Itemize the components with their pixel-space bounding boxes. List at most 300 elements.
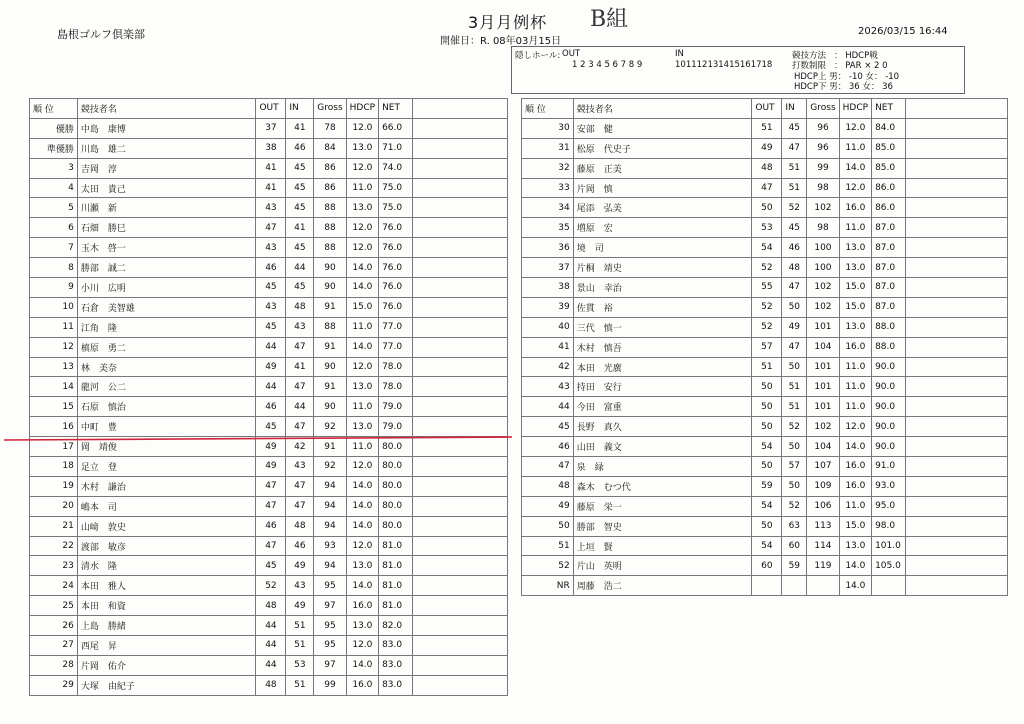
cell-hdcp: 13.0 [839, 238, 871, 258]
cell-gross: 95 [314, 576, 346, 596]
cell-out: 41 [256, 158, 286, 178]
col-rank-header: 順 位 [30, 99, 78, 119]
cell-hdcp: 15.0 [346, 297, 378, 317]
cell-out: 51 [752, 357, 782, 377]
cell-rank: 26 [30, 616, 78, 636]
cell-name: 藤原 栄一 [573, 496, 752, 516]
cell-gross: 95 [314, 636, 346, 656]
cell-rank: 52 [522, 556, 574, 576]
cell-in: 49 [286, 556, 314, 576]
cell-gross: 100 [807, 238, 839, 258]
cell-rank: 5 [30, 198, 78, 218]
cell-in: 63 [782, 516, 807, 536]
cell-name: 境 司 [573, 238, 752, 258]
cell-net: 76.0 [379, 238, 413, 258]
cell-net: 76.0 [379, 258, 413, 278]
cell-out: 52 [256, 576, 286, 596]
cell-in: 48 [286, 516, 314, 536]
cell-name: 安部 健 [573, 118, 752, 138]
cell-name: 渡部 敏彦 [77, 536, 256, 556]
cell-gross: 109 [807, 476, 839, 496]
cell-net: 71.0 [379, 138, 413, 158]
cell-out: 47 [256, 496, 286, 516]
cell-name: 玉木 啓一 [77, 238, 256, 258]
cell-rank: 38 [522, 278, 574, 298]
cell-out: 50 [752, 457, 782, 477]
limit-value: ： PAR × 2 0 [834, 61, 888, 71]
cell-in: 47 [286, 476, 314, 496]
cell-out: 54 [752, 496, 782, 516]
col-in-header: IN [782, 99, 807, 119]
cell-in: 60 [782, 536, 807, 556]
cell-name: 吉岡 淳 [77, 158, 256, 178]
cell-hdcp: 14.0 [346, 278, 378, 298]
cell-gross: 113 [807, 516, 839, 536]
cell-out: 50 [752, 198, 782, 218]
cell-out: 57 [752, 337, 782, 357]
cell-in: 45 [286, 198, 314, 218]
cell-out: 54 [752, 437, 782, 457]
cell-hdcp: 13.0 [346, 556, 378, 576]
cell-net: 87.0 [872, 238, 906, 258]
cell-gross: 92 [314, 417, 346, 437]
cell-out: 44 [256, 616, 286, 636]
cell-net: 76.0 [379, 297, 413, 317]
cell-name: 大塚 由紀子 [77, 675, 256, 695]
col-in-header: IN [286, 99, 314, 119]
cell-out: 43 [256, 297, 286, 317]
cell-out: 54 [752, 536, 782, 556]
cell-name: 持田 安行 [573, 377, 752, 397]
cell-gross: 88 [314, 218, 346, 238]
cell-gross: 97 [314, 596, 346, 616]
cell-hdcp: 14.0 [839, 576, 871, 596]
cell-name: 川瀬 新 [77, 198, 256, 218]
cell-rank: 9 [30, 278, 78, 298]
cell-in: 50 [782, 297, 807, 317]
cell-in: 51 [782, 178, 807, 198]
cell-out: 60 [752, 556, 782, 576]
cell-net: 83.0 [379, 675, 413, 695]
cell-out: 48 [256, 675, 286, 695]
cell-name: 川島 雄二 [77, 138, 256, 158]
cell-hdcp: 11.0 [346, 178, 378, 198]
cell-net: 77.0 [379, 317, 413, 337]
cell-net: 81.0 [379, 536, 413, 556]
cell-in: 51 [782, 377, 807, 397]
cell-out: 45 [256, 417, 286, 437]
cell-net: 87.0 [872, 278, 906, 298]
cell-name: 森木 むつ代 [573, 476, 752, 496]
cell-net: 90.0 [872, 437, 906, 457]
hdcp-lower: HDCP下 男： 36 女： 36 [794, 82, 893, 92]
limit-label: 打数制限 [792, 61, 827, 71]
cell-gross: 90 [314, 357, 346, 377]
cell-in: 45 [286, 278, 314, 298]
cell-hdcp: 11.0 [346, 317, 378, 337]
col-out-header: OUT [752, 99, 782, 119]
cell-in: 51 [782, 397, 807, 417]
cell-out: 41 [256, 178, 286, 198]
cell-rank: 34 [522, 198, 574, 218]
cell-in: 48 [782, 258, 807, 278]
hdcp-upper: HDCP上 男： -10 女： -10 [794, 72, 900, 82]
cell-gross: 114 [807, 536, 839, 556]
cell-rank: 12 [30, 337, 78, 357]
cell-out: 46 [256, 397, 286, 417]
cell-net: 101.0 [872, 536, 906, 556]
cell-gross: 101 [807, 357, 839, 377]
cell-net: 87.0 [872, 297, 906, 317]
cell-rank: 35 [522, 218, 574, 238]
cell-in: 45 [286, 158, 314, 178]
cell-rank: 15 [30, 397, 78, 417]
cell-rank: 47 [522, 457, 574, 477]
cell-net: 79.0 [379, 417, 413, 437]
cell-hdcp: 13.0 [346, 417, 378, 437]
cell-hdcp: 16.0 [346, 675, 378, 695]
cell-in: 48 [286, 297, 314, 317]
cell-hdcp: 16.0 [839, 337, 871, 357]
cell-hdcp: 11.0 [839, 496, 871, 516]
cell-hdcp: 11.0 [839, 357, 871, 377]
cell-rank: 43 [522, 377, 574, 397]
cell-net: 91.0 [872, 457, 906, 477]
cell-name: 尾添 弘美 [573, 198, 752, 218]
cell-gross: 78 [314, 118, 346, 138]
cell-hdcp: 12.0 [346, 457, 378, 477]
cell-out: 59 [752, 476, 782, 496]
cell-net: 80.0 [379, 457, 413, 477]
cell-gross: 94 [314, 556, 346, 576]
cell-in: 41 [286, 118, 314, 138]
cell-net: 81.0 [379, 556, 413, 576]
cell-hdcp: 13.0 [839, 536, 871, 556]
held-date: 開催日：R. 08年03月15日 [440, 36, 562, 47]
col-name-header: 競技者名 [77, 99, 256, 119]
cell-in: 41 [286, 218, 314, 238]
cell-rank: 16 [30, 417, 78, 437]
cell-rank: 36 [522, 238, 574, 258]
cell-net: 77.0 [379, 337, 413, 357]
cell-in: 52 [782, 198, 807, 218]
cell-name: 石畑 勝巳 [77, 218, 256, 238]
cell-net: 88.0 [872, 337, 906, 357]
cell-in: 47 [286, 417, 314, 437]
cell-out: 44 [256, 636, 286, 656]
cell-net: 75.0 [379, 178, 413, 198]
cell-in: 51 [286, 675, 314, 695]
cell-out: 46 [256, 258, 286, 278]
cell-out: 38 [256, 138, 286, 158]
cell-hdcp: 14.0 [839, 437, 871, 457]
cell-name: 太田 貴己 [77, 178, 256, 198]
cell-net: 83.0 [379, 655, 413, 675]
cell-hdcp: 15.0 [839, 297, 871, 317]
cell-hdcp: 14.0 [346, 576, 378, 596]
cell-hdcp: 16.0 [839, 198, 871, 218]
cell-in: 43 [286, 457, 314, 477]
cell-in: 42 [286, 437, 314, 457]
cell-out: 55 [752, 278, 782, 298]
cell-out: 53 [752, 218, 782, 238]
cell-out: 52 [752, 258, 782, 278]
cell-net: 75.0 [379, 198, 413, 218]
cell-hdcp: 12.0 [346, 218, 378, 238]
cell-in: 45 [782, 118, 807, 138]
cell-in: 50 [782, 357, 807, 377]
cell-in: 52 [782, 496, 807, 516]
cell-out: 45 [256, 317, 286, 337]
col-gross-header: Gross [807, 99, 839, 119]
cell-name: 藤原 正美 [573, 158, 752, 178]
cell-name: 中町 豊 [77, 417, 256, 437]
cell-gross: 104 [807, 437, 839, 457]
cell-net: 80.0 [379, 476, 413, 496]
cell-hdcp: 13.0 [346, 198, 378, 218]
cell-net: 90.0 [872, 397, 906, 417]
cell-hdcp: 12.0 [346, 357, 378, 377]
cell-rank: 25 [30, 596, 78, 616]
col-name-header: 競技者名 [573, 99, 752, 119]
cell-rank: 45 [522, 417, 574, 437]
cell-out: 46 [256, 516, 286, 536]
method-label: 競技方法 [792, 51, 827, 61]
cell-in: 45 [286, 178, 314, 198]
cell-hdcp: 14.0 [839, 556, 871, 576]
cell-gross: 99 [807, 158, 839, 178]
cell-gross: 91 [314, 297, 346, 317]
cell-in: 43 [286, 317, 314, 337]
cell-name: 泉 緑 [573, 457, 752, 477]
cell-name: 上垣 賢 [573, 536, 752, 556]
cell-out: 49 [752, 138, 782, 158]
cell-net: 80.0 [379, 516, 413, 536]
cell-in: 47 [782, 278, 807, 298]
cell-net: 66.0 [379, 118, 413, 138]
cell-hdcp: 16.0 [839, 457, 871, 477]
cell-name: 上島 勝緒 [77, 616, 256, 636]
cell-gross: 94 [314, 496, 346, 516]
cell-name: 片山 英明 [573, 556, 752, 576]
cell-in: 47 [782, 337, 807, 357]
cell-out: 50 [752, 516, 782, 536]
cell-net: 78.0 [379, 357, 413, 377]
col-net-header: NET [379, 99, 413, 119]
cell-gross: 98 [807, 218, 839, 238]
out-holes: 1 2 3 4 5 6 7 8 9 [572, 60, 643, 70]
cell-name: 西尾 昇 [77, 636, 256, 656]
cell-hdcp: 12.0 [839, 178, 871, 198]
cell-rank: 24 [30, 576, 78, 596]
cell-in: 51 [286, 616, 314, 636]
cell-in: 51 [286, 636, 314, 656]
cell-net: 81.0 [379, 596, 413, 616]
cell-name: 石倉 美智雄 [77, 297, 256, 317]
cell-out: 43 [256, 238, 286, 258]
cell-out: 50 [752, 397, 782, 417]
cell-rank: 14 [30, 377, 78, 397]
cell-net: 105.0 [872, 556, 906, 576]
cell-hdcp: 16.0 [839, 476, 871, 496]
cell-hdcp: 12.0 [346, 636, 378, 656]
cell-hdcp: 16.0 [346, 596, 378, 616]
cell-gross: 90 [314, 258, 346, 278]
cell-hdcp: 14.0 [346, 337, 378, 357]
cell-net: 78.0 [379, 377, 413, 397]
cell-in: 47 [286, 377, 314, 397]
cell-rank: 21 [30, 516, 78, 536]
col-hdcp-header: HDCP [839, 99, 871, 119]
cell-rank: 29 [30, 675, 78, 695]
cell-net: 90.0 [872, 357, 906, 377]
cell-rank: 27 [30, 636, 78, 656]
cell-net: 98.0 [872, 516, 906, 536]
cell-in: 59 [782, 556, 807, 576]
cell-gross: 84 [314, 138, 346, 158]
cell-hdcp: 11.0 [839, 397, 871, 417]
cell-out: 52 [752, 297, 782, 317]
cell-name: 片桐 靖史 [573, 258, 752, 278]
cell-net: 86.0 [872, 178, 906, 198]
cell-rank: 49 [522, 496, 574, 516]
cell-gross: 95 [314, 616, 346, 636]
cell-in: 50 [782, 476, 807, 496]
cell-hdcp: 13.0 [346, 138, 378, 158]
cell-gross: 98 [807, 178, 839, 198]
cell-hdcp: 14.0 [346, 258, 378, 278]
cell-rank: 13 [30, 357, 78, 377]
cell-hdcp: 15.0 [839, 516, 871, 536]
cell-name: 今田 富重 [573, 397, 752, 417]
cell-hdcp: 12.0 [839, 417, 871, 437]
cell-rank: 48 [522, 476, 574, 496]
cell-rank: 51 [522, 536, 574, 556]
cell-net: 90.0 [872, 417, 906, 437]
cell-out: 49 [256, 437, 286, 457]
cell-gross: 91 [314, 337, 346, 357]
cell-out: 45 [256, 556, 286, 576]
cell-net: 85.0 [872, 158, 906, 178]
col-hdcp-header: HDCP [346, 99, 378, 119]
cell-name: 本田 光廣 [573, 357, 752, 377]
cell-net: 76.0 [379, 218, 413, 238]
cell-net: 81.0 [379, 576, 413, 596]
cell-hdcp: 12.0 [839, 118, 871, 138]
cell-out: 48 [752, 158, 782, 178]
cell-out: 50 [752, 377, 782, 397]
cell-out: 44 [256, 377, 286, 397]
cell-out: 37 [256, 118, 286, 138]
cell-hdcp: 13.0 [839, 258, 871, 278]
cell-out: 43 [256, 198, 286, 218]
printed-timestamp: 2026/03/15 16:44 [858, 26, 948, 37]
cell-rank: 3 [30, 158, 78, 178]
cell-name: 嶋本 司 [77, 496, 256, 516]
cell-gross: 101 [807, 317, 839, 337]
cell-name: 佐貫 裕 [573, 297, 752, 317]
cell-in: 49 [286, 596, 314, 616]
cell-rank: 37 [522, 258, 574, 278]
cell-in: 46 [286, 138, 314, 158]
cell-hdcp: 13.0 [839, 317, 871, 337]
cell-net: 82.0 [379, 616, 413, 636]
cell-net: 87.0 [872, 218, 906, 238]
cell-rank: 4 [30, 178, 78, 198]
cell-gross: 88 [314, 317, 346, 337]
cell-rank: 44 [522, 397, 574, 417]
cell-hdcp: 12.0 [346, 536, 378, 556]
cell-net: 87.0 [872, 258, 906, 278]
cell-gross: 86 [314, 158, 346, 178]
cell-gross: 100 [807, 258, 839, 278]
cell-out: 54 [752, 238, 782, 258]
cell-name: 木村 謙治 [77, 476, 256, 496]
cell-name: 勝部 智史 [573, 516, 752, 536]
cell-net: 74.0 [379, 158, 413, 178]
cell-rank: 7 [30, 238, 78, 258]
cell-rank: 19 [30, 476, 78, 496]
cell-name: 三代 慎一 [573, 317, 752, 337]
cell-name: 石原 慎治 [77, 397, 256, 417]
handwritten-group-note: B組 [590, 7, 629, 32]
cell-name: 片岡 佑介 [77, 655, 256, 675]
cell-name: 林 美奈 [77, 357, 256, 377]
cell-gross: 119 [807, 556, 839, 576]
cell-name: 槙原 勇二 [77, 337, 256, 357]
cell-hdcp: 11.0 [839, 377, 871, 397]
cell-gross: 96 [807, 118, 839, 138]
cell-rank: 17 [30, 437, 78, 457]
cell-gross: 88 [314, 198, 346, 218]
cell-hdcp: 14.0 [346, 496, 378, 516]
cell-rank: 46 [522, 437, 574, 457]
cell-gross: 91 [314, 377, 346, 397]
cell-out: 47 [256, 476, 286, 496]
cell-in: 49 [782, 317, 807, 337]
cell-out: 48 [256, 596, 286, 616]
cell-rank: 33 [522, 178, 574, 198]
cell-gross: 88 [314, 238, 346, 258]
cell-gross: 97 [314, 655, 346, 675]
cell-in: 43 [286, 576, 314, 596]
cell-in: 57 [782, 457, 807, 477]
cell-net: 86.0 [872, 198, 906, 218]
cell-in: 47 [286, 337, 314, 357]
cell-in: 44 [286, 397, 314, 417]
cell-net: 76.0 [379, 278, 413, 298]
cell-in: 46 [782, 238, 807, 258]
cell-hdcp: 12.0 [346, 238, 378, 258]
cell-net: 95.0 [872, 496, 906, 516]
cell-hdcp: 15.0 [839, 278, 871, 298]
cell-in: 47 [782, 138, 807, 158]
cell-gross: 101 [807, 397, 839, 417]
cell-rank: 41 [522, 337, 574, 357]
cell-in: 46 [286, 536, 314, 556]
col-rank-header: 順 位 [522, 99, 574, 119]
cell-in: 44 [286, 258, 314, 278]
cell-name: 本田 和資 [77, 596, 256, 616]
page-title: 3月月例杯 [468, 13, 548, 32]
cell-name: 勝部 誠二 [77, 258, 256, 278]
cell-net: 83.0 [379, 636, 413, 656]
cell-net: 80.0 [379, 496, 413, 516]
cell-gross: 91 [314, 437, 346, 457]
cell-gross: 99 [314, 675, 346, 695]
cell-out: 47 [752, 178, 782, 198]
cell-rank: 10 [30, 297, 78, 317]
